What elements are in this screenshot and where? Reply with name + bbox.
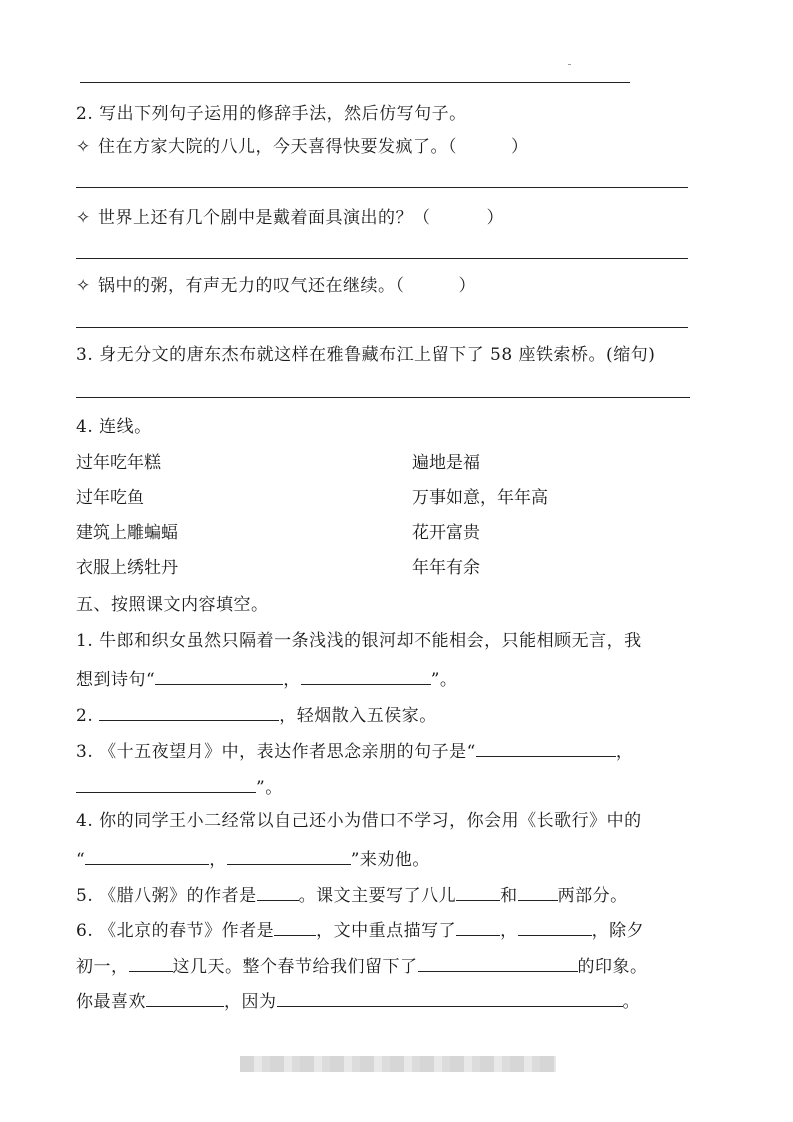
q2-item-1-text: 住在方家大院的八儿，今天喜得快要发疯了。 [98, 137, 448, 157]
sec5-title: 五、按照课文内容填空。 [76, 595, 269, 615]
answer-line[interactable] [76, 397, 690, 398]
match-left-item[interactable]: 过年吃鱼 [76, 488, 144, 508]
fill-blank[interactable] [418, 953, 578, 972]
answer-line-top [80, 82, 630, 83]
text-segment: ”来劝他。 [350, 850, 430, 870]
fill-blank[interactable] [146, 988, 224, 1007]
q3-text: 3. 身无分文的唐东杰布就这样在雅鲁藏布江上留下了 58 座铁索桥。(缩句) [76, 345, 656, 365]
fill-blank[interactable] [476, 738, 616, 757]
q4-title: 4. 连线。 [76, 417, 152, 437]
q2-title: 2. 写出下列句子运用的修辞手法，然后仿写句子。 [76, 104, 467, 124]
text-segment: 两部分。 [557, 886, 628, 906]
sec5-q6-line2 [76, 953, 648, 978]
text-segment: ， [209, 850, 227, 870]
text-segment: ”。 [256, 778, 283, 798]
q2-item-2 [76, 207, 504, 229]
sec5-q4-line1: 4. 你的同学王小二经常以自己还小为借口不学习，你会用《长歌行》中的 [76, 811, 642, 831]
answer-line[interactable] [76, 187, 688, 188]
sec5-q5 [76, 882, 628, 907]
sec5-q1-line2 [76, 666, 457, 691]
paren-close: ） [486, 208, 504, 228]
fill-blank[interactable] [274, 917, 316, 936]
sec5-q1-line1: 1. 牛郎和织女虽然只隔着一条浅浅的银河却不能相会，只能相顾无言，我 [76, 631, 642, 651]
sec5-q3-line2 [76, 774, 283, 799]
answer-line[interactable] [76, 258, 688, 259]
paper-speck [568, 64, 571, 65]
paren-close: ） [458, 276, 476, 296]
fill-blank[interactable] [518, 882, 558, 901]
sec5-q2 [76, 702, 437, 727]
text-segment: “ [76, 850, 86, 870]
text-segment: ，因为 [224, 992, 277, 1012]
text-segment: ”。 [430, 670, 458, 690]
text-segment: ，轻烟散入五侯家。 [279, 706, 437, 726]
text-segment: 2. [76, 706, 94, 726]
fill-blank[interactable] [518, 917, 592, 936]
text-segment: ， [615, 742, 634, 762]
paren-open: （ [448, 137, 457, 157]
text-segment: 3. 《十五夜望月》中，表达作者思念亲朋的句子是“ [76, 742, 476, 762]
match-right-item[interactable]: 遍地是福 [412, 453, 480, 473]
text-segment: 。 [622, 992, 640, 1012]
star-bullet-icon: ✧ [76, 208, 91, 228]
match-left-item[interactable]: 建筑上雕蝙蝠 [76, 523, 178, 543]
q2-item-3-text: 锅中的粥，有声无力的叹气还在继续。 [98, 276, 396, 296]
q2-item-2-text: 世界上还有几个剧中是戴着面具演出的？ [98, 208, 413, 228]
star-bullet-icon: ✧ [76, 137, 91, 157]
paren-close: ） [511, 137, 529, 157]
fill-blank[interactable] [277, 988, 623, 1007]
match-right-item[interactable]: 万事如意，年年高 [412, 488, 548, 508]
fill-blank[interactable] [129, 953, 173, 972]
star-bullet-icon: ✧ [76, 276, 91, 296]
text-segment: 的印象。 [577, 957, 648, 977]
text-segment: 你最喜欢 [76, 992, 146, 1012]
fill-blank[interactable] [155, 666, 283, 685]
paren-open: （ [395, 276, 405, 296]
fill-blank[interactable] [456, 882, 500, 901]
sec5-q4-line2 [76, 846, 430, 871]
match-left-item[interactable]: 过年吃年糕 [76, 453, 161, 473]
fill-blank[interactable] [257, 882, 299, 901]
answer-line[interactable] [76, 327, 688, 328]
fill-blank[interactable] [227, 846, 351, 865]
text-segment: ，文中重点描写了 [316, 921, 457, 941]
text-segment: 和 [500, 886, 518, 906]
text-segment: 初一， [76, 957, 129, 977]
fill-blank[interactable] [301, 666, 431, 685]
match-left-item[interactable]: 衣服上绣牡丹 [76, 558, 178, 578]
fill-blank[interactable] [76, 774, 256, 793]
text-segment: ， [283, 670, 301, 690]
text-segment: 6. 《北京的春节》作者是 [76, 921, 275, 941]
fill-blank[interactable] [456, 917, 500, 936]
fill-blank[interactable] [99, 702, 279, 721]
q2-item-3 [76, 275, 476, 297]
sec5-q3-line1 [76, 738, 633, 763]
text-segment: 想到诗句“ [76, 670, 156, 690]
paren-open: （ [413, 208, 431, 228]
text-segment: 除夕 [609, 921, 645, 941]
sec5-q6-line3 [76, 988, 640, 1013]
match-right-item[interactable]: 年年有余 [412, 558, 480, 578]
text-segment: ， [500, 921, 518, 941]
sec5-q6-line1 [76, 917, 644, 942]
q2-item-1 [76, 136, 529, 158]
match-right-item[interactable]: 花开富贵 [412, 523, 480, 543]
blurred-footer-watermark [240, 1056, 556, 1072]
text-segment: 这几天。整个春节给我们留下了 [172, 957, 418, 977]
fill-blank[interactable] [85, 846, 209, 865]
text-segment: ， [591, 921, 610, 941]
text-segment: 5. 《腊八粥》的作者是 [76, 886, 257, 906]
text-segment: 。课文主要写了八儿 [298, 886, 457, 906]
